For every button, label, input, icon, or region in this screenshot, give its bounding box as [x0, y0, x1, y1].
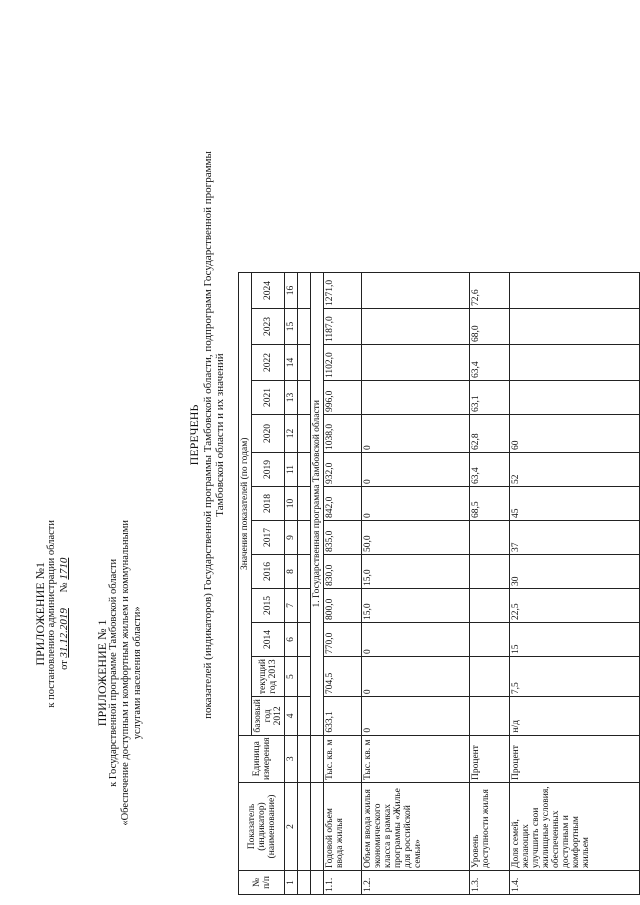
- handwritten-number: 1710: [58, 557, 70, 580]
- value-cell: 30: [510, 555, 640, 589]
- value-cell: [362, 309, 470, 345]
- row-indicator: Доля семей, желающих улучшить свои жилищные условия, обеспеченных доступным и комфортным жильем: [510, 783, 640, 871]
- row-indicator: Объем ввода жилья экономического класса в рамках программы «Жилье для российской семьи»: [362, 783, 470, 871]
- table-row: [362, 273, 470, 895]
- annex-program-line2: «Обеспечение доступным и комфортным жильем и коммунальными: [120, 520, 131, 826]
- column-number: 14: [285, 345, 298, 381]
- value-cell: [470, 521, 510, 555]
- value-cell: 842,0: [324, 487, 362, 521]
- value-cell: 1271,0: [324, 273, 362, 309]
- row-indicator: Годовой объем ввода жилья: [324, 783, 362, 871]
- value-cell: 800,0: [324, 589, 362, 623]
- column-number: 7: [285, 589, 298, 623]
- value-cell: [470, 589, 510, 623]
- annex-decree-line: к постановлению администрации области: [46, 520, 57, 708]
- header-base-year: базовый год 2012: [252, 697, 285, 735]
- value-cell: [470, 555, 510, 589]
- value-cell: 996,0: [324, 381, 362, 415]
- column-number: 13: [285, 381, 298, 415]
- value-cell: 60: [510, 415, 640, 453]
- value-cell: [470, 657, 510, 697]
- value-cell: [362, 273, 470, 309]
- header-current-year: текущий год 2013: [252, 657, 285, 697]
- value-cell: 68,5: [470, 487, 510, 521]
- value-cell: 0: [362, 415, 470, 453]
- column-number: 9: [285, 521, 298, 555]
- value-cell: 0: [362, 623, 470, 657]
- row-num: 1.2.: [362, 871, 470, 895]
- number-prefix: №: [59, 582, 70, 593]
- row-num: 1.3.: [470, 871, 510, 895]
- value-cell: 15: [510, 623, 640, 657]
- blank-row: [298, 273, 311, 895]
- header-indicator: Показатель (индикатор) (наименование): [239, 783, 285, 871]
- column-number: 10: [285, 487, 298, 521]
- row-unit: Процент: [510, 735, 640, 782]
- value-cell: 1102,0: [324, 345, 362, 381]
- value-cell: 45: [510, 487, 640, 521]
- header-year: 2023: [252, 309, 285, 345]
- header-year: 2015: [252, 589, 285, 623]
- header-year: 2017: [252, 521, 285, 555]
- section-title: 1. Государственная программа Тамбовской области: [311, 273, 324, 736]
- column-number: 5: [285, 657, 298, 697]
- heading-line1: показателей (индикаторов) Государственной программы Тамбовской области, подпрограмм Государственной программы: [202, 151, 214, 719]
- value-cell: 72,6: [470, 273, 510, 309]
- value-cell: 63,4: [470, 453, 510, 487]
- column-number: 16: [285, 273, 298, 309]
- value-cell: 37: [510, 521, 640, 555]
- header-year: 2014: [252, 623, 285, 657]
- value-cell: 932,0: [324, 453, 362, 487]
- value-cell: н/д: [510, 697, 640, 735]
- column-number: 6: [285, 623, 298, 657]
- value-cell: [362, 381, 470, 415]
- annex-program-title: ПРИЛОЖЕНИЕ № 1: [95, 619, 109, 727]
- value-cell: [510, 381, 640, 415]
- header-num: № п/п: [239, 871, 285, 895]
- from-prefix: от: [59, 660, 70, 670]
- row-num: 1.4.: [510, 871, 640, 895]
- value-cell: 63,1: [470, 381, 510, 415]
- row-unit: Процент: [470, 735, 510, 782]
- value-cell: 1187,0: [324, 309, 362, 345]
- row-num: 1.1.: [324, 871, 362, 895]
- column-number: 2: [285, 783, 298, 871]
- value-cell: 50,0: [362, 521, 470, 555]
- column-number: 15: [285, 309, 298, 345]
- header-unit: Единица измерения: [239, 735, 285, 782]
- header-year: 2020: [252, 415, 285, 453]
- row-unit: Тыс. кв. м: [362, 735, 470, 782]
- table-row: [324, 273, 362, 895]
- header-year: 2018: [252, 487, 285, 521]
- value-cell: 52: [510, 453, 640, 487]
- header-year: 2016: [252, 555, 285, 589]
- value-cell: 0: [362, 487, 470, 521]
- value-cell: 15,0: [362, 555, 470, 589]
- value-cell: 830,0: [324, 555, 362, 589]
- header-year: 2022: [252, 345, 285, 381]
- column-number: 11: [285, 453, 298, 487]
- column-number: 3: [285, 735, 298, 782]
- value-cell: [510, 345, 640, 381]
- value-cell: 0: [362, 697, 470, 735]
- value-cell: 68,0: [470, 309, 510, 345]
- row-unit: Тыс. кв. м: [324, 735, 362, 782]
- value-cell: 62,8: [470, 415, 510, 453]
- value-cell: 22,5: [510, 589, 640, 623]
- annex-program-line3: услугами населения области»: [132, 606, 143, 740]
- value-cell: 0: [362, 453, 470, 487]
- value-cell: [470, 623, 510, 657]
- value-cell: 770,0: [324, 623, 362, 657]
- value-cell: 7,5: [510, 657, 640, 697]
- value-cell: [510, 309, 640, 345]
- table-row: [470, 273, 510, 895]
- value-cell: 15,0: [362, 589, 470, 623]
- value-cell: 704,5: [324, 657, 362, 697]
- heading-line2: Тамбовской области и их значений: [214, 353, 226, 517]
- header-year: 2021: [252, 381, 285, 415]
- value-cell: [510, 273, 640, 309]
- heading-title: ПЕРЕЧЕНЬ: [187, 404, 201, 466]
- header-year: 2024: [252, 273, 285, 309]
- value-cell: 835,0: [324, 521, 362, 555]
- table-row: [510, 273, 640, 895]
- value-cell: [362, 345, 470, 381]
- value-cell: 0: [362, 657, 470, 697]
- annex-program-line1: к Государственной программе Тамбовской области: [108, 558, 119, 787]
- column-number: 12: [285, 415, 298, 453]
- document-heading: [188, 115, 226, 755]
- annex-decree-date-line: [58, 520, 71, 708]
- handwritten-date: 31.12.2019: [58, 608, 70, 658]
- section-row: [311, 273, 324, 895]
- column-number: 1: [285, 871, 298, 895]
- annex-decree-block: [34, 520, 71, 708]
- value-cell: 63,4: [470, 345, 510, 381]
- annex-program-block: [96, 520, 144, 826]
- annex-decree-title: ПРИЛОЖЕНИЕ №1: [33, 561, 47, 666]
- header-year: 2019: [252, 453, 285, 487]
- column-number: 4: [285, 697, 298, 735]
- value-cell: 633,1: [324, 697, 362, 735]
- header-values-group: Значения показателей (по годам): [239, 273, 252, 736]
- column-number: 8: [285, 555, 298, 589]
- column-number-row: [285, 273, 298, 895]
- value-cell: 1038,0: [324, 415, 362, 453]
- row-indicator: Уровень доступности жилья: [470, 783, 510, 871]
- indicators-table: [238, 272, 640, 895]
- value-cell: [470, 697, 510, 735]
